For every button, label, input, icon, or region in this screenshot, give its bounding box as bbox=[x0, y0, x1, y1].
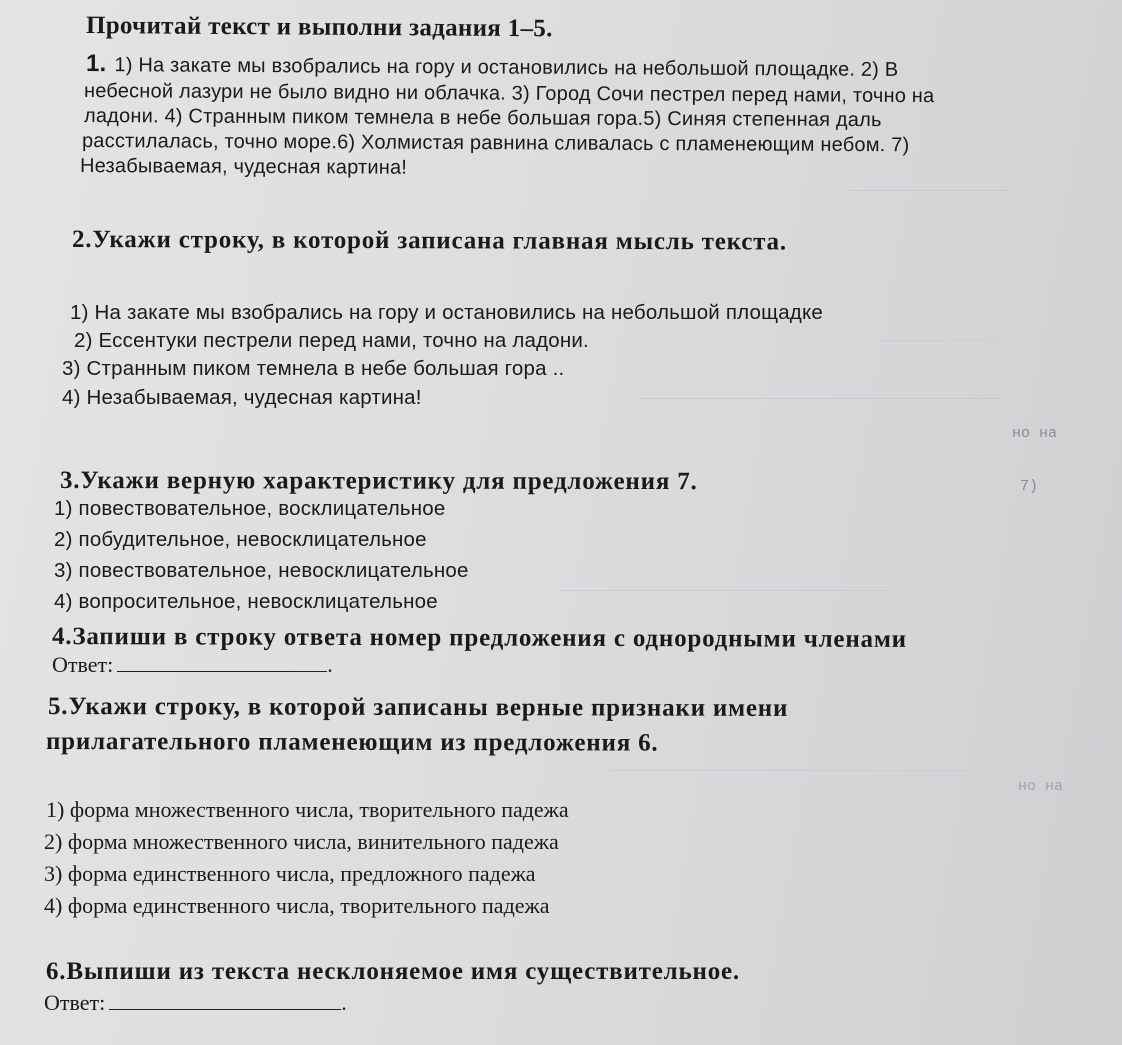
task2-option: 2) Ессентуки пестрели перед нами, точно на ладони. bbox=[74, 329, 589, 352]
margin-note: но на bbox=[1018, 778, 1064, 795]
task3-option: 4) вопросительное, невосклицательное bbox=[54, 590, 438, 613]
task2-option: 4) Незабываемая, чудесная картина! bbox=[62, 386, 422, 409]
task5-option: 3) форма единственного числа, предложного падежа bbox=[44, 861, 536, 886]
task2-option: 3) Странным пиком темнела в небе большая гора .. bbox=[62, 357, 565, 380]
answer-blank[interactable] bbox=[117, 653, 327, 672]
task3-heading: 3.Укажи верную характеристику для предложения 7. bbox=[59, 467, 698, 496]
task2-option: 1) На закате мы взобрались на гору и остановились на небольшой площадке bbox=[70, 301, 823, 324]
task1-line: ладони. 4) Странным пиком темнела в небе большая гора.5) Синяя степенная даль bbox=[83, 105, 882, 132]
task5-option: 2) форма множественного числа, винительного падежа bbox=[44, 829, 559, 854]
bleed-through bbox=[640, 398, 1000, 413]
bleed-through bbox=[560, 590, 890, 605]
answer-label: Ответ: bbox=[44, 990, 106, 1015]
task1-line: Незабываемая, чудесная картина! bbox=[79, 155, 408, 179]
task5-heading: 5.Укажи строку, в которой записаны верные признаки имени bbox=[47, 693, 789, 722]
task1-line: небесной лазури не было видно ни облачка. 3) Город Сочи пестрел перед нами, точно на bbox=[83, 80, 935, 108]
bleed-through bbox=[850, 190, 1010, 205]
task3-option: 3) повествовательное, невосклицательное bbox=[54, 559, 469, 582]
task1-line: расстилалась, точно море.6) Холмистая равнина сливалась с пламенеющим небом. 7) bbox=[81, 130, 910, 157]
margin-note: 7) bbox=[1020, 478, 1039, 495]
task4-answer: Ответ: . bbox=[52, 652, 333, 677]
task3-option: 2) побудительное, невосклицательное bbox=[54, 528, 427, 551]
task1-line: 1. 1) На закате мы взобрались на гору и остановились на небольшой площадке. 2) В bbox=[85, 50, 899, 81]
bleed-through bbox=[880, 340, 1000, 353]
bleed-through bbox=[610, 770, 970, 785]
task2-heading: 2.Укажи строку, в которой записана главная мысль текста. bbox=[71, 226, 787, 256]
task6-heading: 6.Выпиши из текста несклоняемое имя существительное. bbox=[46, 958, 740, 985]
answer-blank[interactable] bbox=[109, 991, 341, 1010]
task4-heading: 4.Запиши в строку ответа номер предложения с однородными членами bbox=[51, 623, 907, 653]
answer-label: Ответ: bbox=[52, 652, 114, 677]
task1-number: 1. bbox=[85, 50, 107, 78]
task5-option: 4) форма единственного числа, творительного падежа bbox=[44, 893, 550, 918]
page-title: Прочитай текст и выполни задания 1–5. bbox=[85, 12, 553, 43]
task5-heading: прилагательного пламенеющим из предложения 6. bbox=[45, 728, 659, 757]
task5-option: 1) форма множественного числа, творительного падежа bbox=[46, 797, 569, 822]
margin-note: но на bbox=[1012, 425, 1058, 442]
task3-option: 1) повествовательное, восклицательное bbox=[54, 497, 446, 520]
task6-answer: Ответ: . bbox=[44, 990, 347, 1015]
